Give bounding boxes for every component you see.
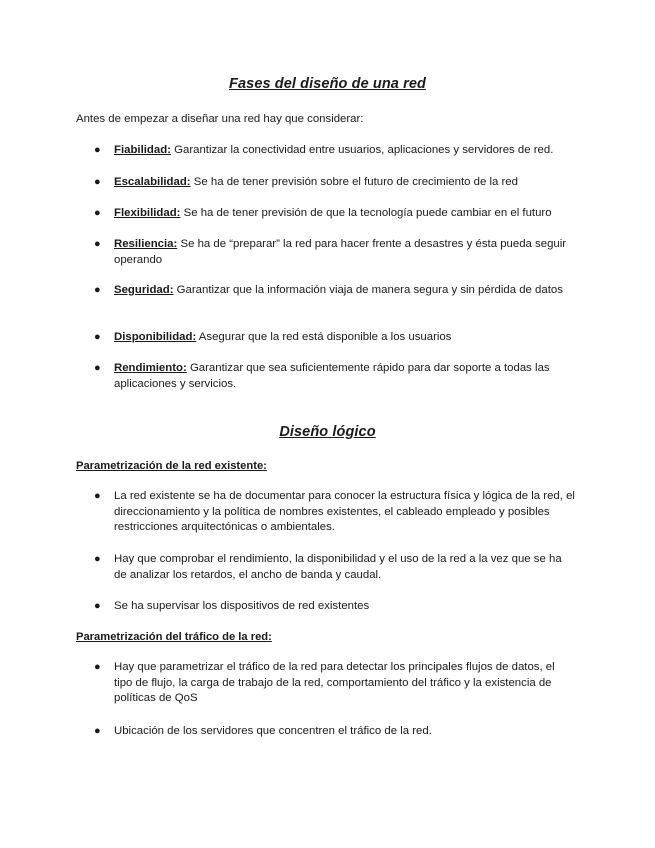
bullet-icon: ●: [94, 144, 101, 156]
term-description: Se ha de tener previsión de que la tecnología puede cambiar en el futuro: [180, 207, 552, 219]
list-item-text: Ubicación de los servidores que concentren el tráfico de la red.: [114, 725, 432, 737]
term-description: Se ha de tener previsión sobre el futuro de crecimiento de la red: [190, 176, 518, 188]
bullet-icon: ●: [94, 362, 101, 374]
existing-network-heading: Parametrización de la red existente:: [76, 460, 267, 472]
term-label: Seguridad:: [114, 284, 174, 296]
term-label: Disponibilidad:: [114, 331, 197, 343]
list-item: [94, 143, 576, 159]
list-item: [94, 552, 576, 583]
list-item-text: Hay que parametrizar el tráfico de la red para detectar los principales flujos de datos, el tipo de flujo, la carga de trabajo de la red, comportamiento del tráfico y la existencia de políticas de QoS: [114, 661, 555, 704]
term-description: Asegurar que la red está disponible a los usuarios: [196, 331, 452, 343]
term-description: Garantizar que la información viaja de manera segura y sin pérdida de datos: [173, 284, 563, 296]
term-label: Flexibilidad:: [114, 207, 181, 219]
term-description: Garantizar que sea suficientemente rápido para dar soporte a todas las aplicaciones y servicios.: [114, 362, 550, 390]
bullet-icon: ●: [94, 284, 101, 296]
list-item-text: Se ha supervisar los dispositivos de red existentes: [114, 600, 370, 612]
term-label: Escalabilidad:: [114, 176, 191, 188]
term-label: Fiabilidad:: [114, 144, 171, 156]
bullet-icon: ●: [94, 725, 101, 737]
list-item: [94, 599, 576, 615]
bullet-icon: ●: [94, 238, 101, 250]
list-item: [94, 361, 576, 392]
bullet-icon: ●: [94, 600, 101, 612]
list-item-text: Hay que comprobar el rendimiento, la disponibilidad y el uso de la red a la vez que se ha de analizar los retardos, el ancho de banda y caudal.: [114, 553, 562, 581]
list-item: [94, 283, 576, 299]
bullet-icon: ●: [94, 490, 101, 502]
list-item: [94, 175, 576, 191]
list-item: [94, 724, 576, 740]
logical-title: Diseño lógico: [279, 424, 376, 440]
traffic-heading: Parametrización del tráfico de la red:: [76, 631, 272, 643]
term-label: Rendimiento:: [114, 362, 187, 374]
term-description: Se ha de “preparar” la red para hacer frente a desastres y ésta pueda seguir operando: [114, 238, 567, 266]
list-item: [94, 330, 576, 346]
phases-title: Fases del diseño de una red: [229, 76, 426, 92]
list-item-text: La red existente se ha de documentar para conocer la estructura física y lógica de la red, el direccionamiento y la política de nombres existentes, el cableado empleado y posibles restricciones arquitectónicas o ambientales.: [114, 490, 575, 533]
list-item: [94, 206, 576, 222]
phases-intro: Antes de empezar a diseñar una red hay que considerar:: [76, 113, 364, 125]
bullet-icon: ●: [94, 331, 101, 343]
list-item: [94, 660, 576, 707]
bullet-icon: ●: [94, 553, 101, 565]
bullet-icon: ●: [94, 661, 101, 673]
bullet-icon: ●: [94, 207, 101, 219]
term-label: Resiliencia:: [114, 238, 178, 250]
bullet-icon: ●: [94, 176, 101, 188]
term-description: Garantizar la conectividad entre usuarios, aplicaciones y servidores de red.: [170, 144, 554, 156]
list-item: [94, 489, 576, 536]
list-item: [94, 237, 576, 268]
